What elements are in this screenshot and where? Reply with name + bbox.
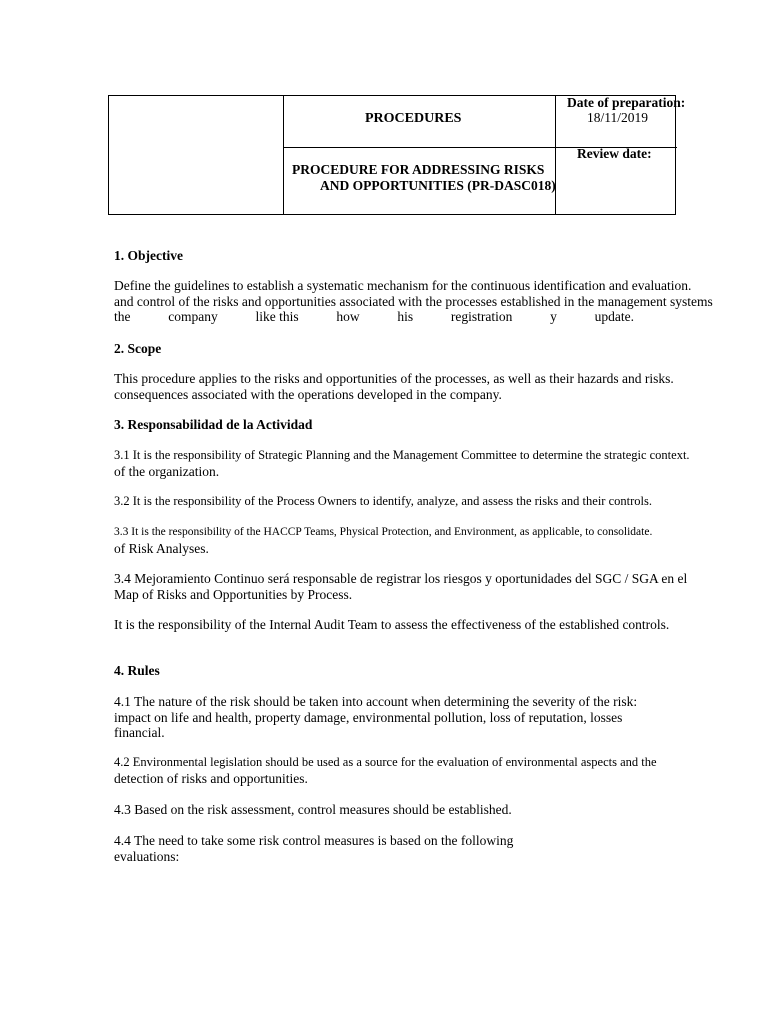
paragraph-line: impact on life and health, property damage, environmental pollution, loss of reputation, losses [114,709,623,725]
word: the [114,309,131,324]
word: how [336,309,360,324]
paragraph-line: of the organization. [114,463,220,479]
paragraph-line: 4.3 Based on the risk assessment, control measures should be established. [114,802,512,817]
paragraph-line: detection of risks and opportunities. [114,770,308,786]
header-divider [555,96,556,214]
header-divider [283,96,284,214]
procedures-title: PROCEDURES [365,111,462,126]
rule-4-1 [114,694,710,741]
paragraph-line: 3.4 Mejoramiento Continuo será responsable de registrar los riesgos y oportunidades del SGC / SGA en el [114,571,688,586]
section-heading-objective: 1. Objective [114,248,183,263]
paragraph-line: 3.2 It is the responsibility of the Process Owners to identify, analyze, and assess the risks and their controls. [114,494,652,508]
rule-4-3 [114,802,710,818]
procedure-name-line2: AND OPPORTUNITIES (PR-DASC018) [320,178,556,193]
paragraph-line: and control of the risks and opportunities associated with the processes established in the management systems [114,293,713,309]
paragraph-line: Map of Risks and Opportunities by Process. [114,586,353,602]
scope-paragraph [114,371,710,402]
responsibility-3-4 [114,571,710,602]
procedure-name-line1: PROCEDURE FOR ADDRESSING RISKS [292,162,545,177]
paragraph-line: financial. [114,725,165,740]
paragraph-line: 4.2 Environmental legislation should be used as a source for the evaluation of environmental aspects and the [114,755,657,769]
paragraph-line: evaluations: [114,848,180,864]
responsibility-3-1 [114,448,710,479]
paragraph-line: This procedure applies to the risks and opportunities of the processes, as well as their hazards and risks. [114,371,674,386]
review-date-label: Review date: [577,146,652,161]
rule-4-4 [114,833,710,864]
paragraph-line: It is the responsibility of the Internal Audit Team to assess the effectiveness of the established controls. [114,617,670,632]
paragraph-line: 3.3 It is the responsibility of the HACCP Teams, Physical Protection, and Environment, as applicable, to consolidate. [114,526,653,538]
paragraph-line: 4.1 The nature of the risk should be taken into account when determining the severity of the risk: [114,694,638,709]
date-of-preparation-value: 18/11/2019 [587,110,649,125]
section-heading-scope: 2. Scope [114,341,162,356]
paragraph-line-justified [114,309,634,325]
responsibility-audit [114,617,710,633]
word: update. [594,309,634,324]
word: company [168,309,218,324]
word: his [397,309,414,324]
paragraph-line: 3.1 It is the responsibility of Strategic Planning and the Management Committee to determine the strategic context. [114,448,690,462]
rule-4-2 [114,755,710,786]
word: like this [255,309,299,324]
paragraph-line: 4.4 The need to take some risk control measures is based on the following [114,833,514,848]
word: y [550,309,557,324]
responsibility-3-2 [114,494,710,510]
paragraph-line: consequences associated with the operations developed in the company. [114,386,502,402]
objective-paragraph [114,278,713,325]
section-heading-responsibility: 3. Responsabilidad de la Actividad [114,417,313,432]
paragraph-line: Define the guidelines to establish a systematic mechanism for the continuous identification and evaluation. [114,278,692,293]
word: registration [450,309,513,324]
paragraph-line: of Risk Analyses. [114,540,209,556]
date-of-preparation-label: Date of preparation: [567,95,686,110]
responsibility-3-3 [114,525,710,556]
section-heading-rules: 4. Rules [114,663,160,678]
